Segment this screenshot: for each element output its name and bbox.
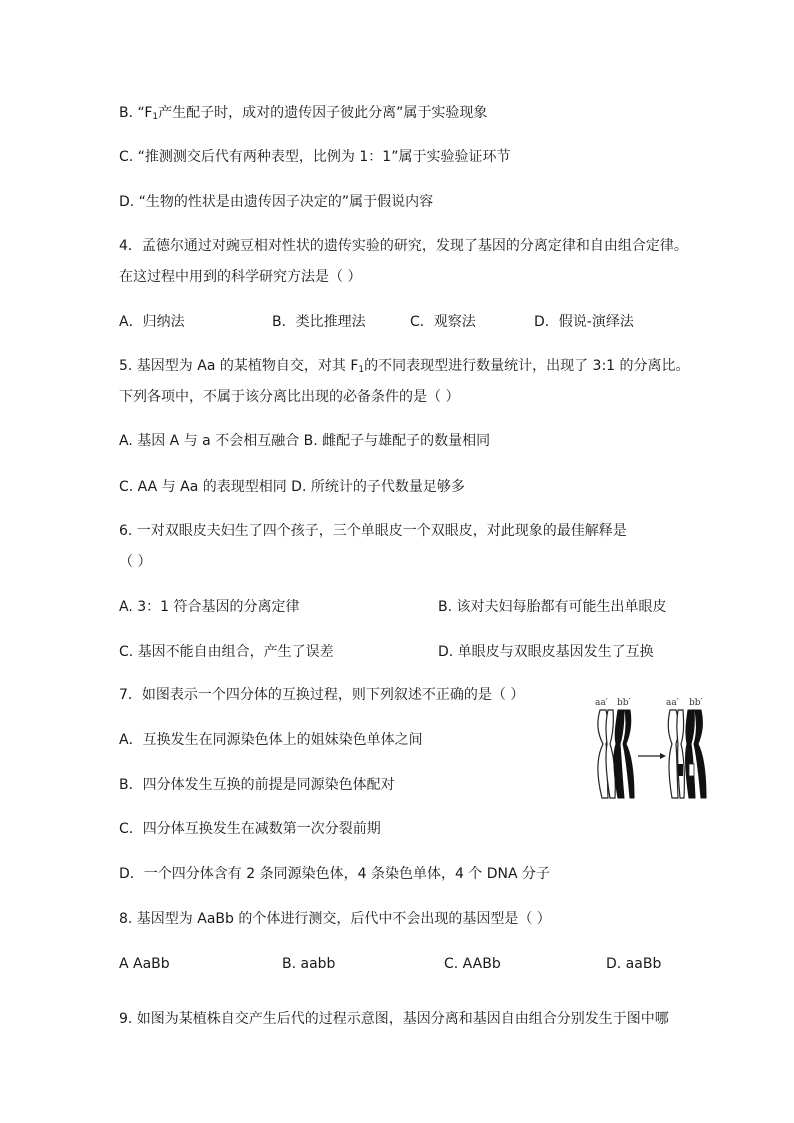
exchanged-segment-dark bbox=[678, 764, 683, 776]
q7-option-a: A．互换发生在同源染色体上的姐妹染色单体之间 bbox=[119, 732, 423, 748]
label-aa-right: aa′ bbox=[666, 698, 679, 708]
q7-option-b: B．四分体发生互换的前提是同源染色体配对 bbox=[119, 777, 395, 793]
q5-options-cd: C. AA 与 Aa 的表现型相同 D. 所统计的子代数量足够多 bbox=[119, 479, 465, 495]
q6-option-b: B. 该对夫妇每胎都有可能生出单眼皮 bbox=[438, 599, 667, 615]
label-bb-right: bb′ bbox=[689, 698, 703, 708]
q8-stem: 8. 基因型为 AaBb 的个体进行测交，后代中不会出现的基因型是（ ） bbox=[119, 911, 551, 927]
label-aa-left: aa′ bbox=[595, 698, 608, 708]
q7-stem: 7．如图表示一个四分体的互换过程，则下列叙述不正确的是（ ） bbox=[119, 687, 525, 703]
q5-stem-line1: 5. 基因型为 Aa 的某植物自交，对其 $F_1$的不同表现型进行数量统计，出现了 3:1 的分离比。 bbox=[119, 358, 690, 375]
tetrad-crossover-figure bbox=[588, 694, 718, 806]
q4-option-d: D．假说-演绎法 bbox=[534, 314, 634, 330]
q7-option-d: D．一个四分体含有 2 条同源染色体，4 条染色单体，4 个 DNA 分子 bbox=[119, 866, 551, 882]
q9-stem: 9. 如图为某植株自交产生后代的过程示意图，基因分离和基因自由组合分别发生于图中哪 bbox=[119, 1011, 669, 1027]
chromosome-black-left bbox=[614, 710, 634, 798]
q6-option-c: C. 基因不能自由组合，产生了误差 bbox=[119, 644, 334, 660]
q4-stem-line1: 4．孟德尔通过对豌豆相对性状的遗传实验的研究，发现了基因的分离定律和自由组合定律。 bbox=[119, 238, 688, 254]
q4-stem-line2: 在这过程中用到的科学研究方法是（ ） bbox=[119, 269, 362, 285]
exchanged-segment-light bbox=[689, 764, 694, 776]
q8-option-c: C. AABb bbox=[444, 956, 501, 972]
arrow-head-icon bbox=[660, 753, 666, 759]
chromosome-white-right bbox=[668, 710, 684, 798]
q5-options-ab: A. 基因 A 与 a 不会相互融合 B. 雌配子与雄配子的数量相同 bbox=[119, 433, 491, 449]
tetrad-crossover-svg bbox=[588, 694, 718, 806]
q6-option-a: A. 3：1 符合基因的分离定律 bbox=[119, 599, 300, 615]
q4-option-c: C．观察法 bbox=[410, 314, 476, 330]
q6-stem-line2: （ ） bbox=[119, 554, 152, 570]
label-bb-left: bb′ bbox=[617, 698, 631, 708]
q8-option-d: D. aaBb bbox=[606, 956, 662, 972]
q3-option-d: D. “生物的性状是由遗传因子决定的”属于假说内容 bbox=[119, 194, 434, 210]
q3-option-b: B. “$F_1$产生配子时，成对的遗传因子彼此分离”属于实验现象 bbox=[119, 105, 488, 122]
q5-stem-line2: 下列各项中，不属于该分离比出现的必备条件的是（ ） bbox=[119, 389, 460, 405]
q8-option-a: A AaBb bbox=[119, 956, 170, 972]
q8-option-b: B. aabb bbox=[282, 956, 336, 972]
q6-stem-line1: 6. 一对双眼皮夫妇生了四个孩子，三个单眼皮一个双眼皮，对此现象的最佳解释是 bbox=[119, 523, 627, 539]
q6-option-d: D. 单眼皮与双眼皮基因发生了互换 bbox=[438, 644, 654, 660]
q3-option-c: C. “推测测交后代有两种表型，比例为 1：1”属于实验验证环节 bbox=[119, 149, 511, 165]
q4-option-a: A．归纳法 bbox=[119, 314, 185, 330]
chromosome-black-right bbox=[686, 710, 706, 798]
q4-option-b: B．类比推理法 bbox=[272, 314, 366, 330]
chromosome-white-left bbox=[598, 710, 615, 798]
q7-option-c: C．四分体互换发生在减数第一次分裂前期 bbox=[119, 821, 381, 837]
